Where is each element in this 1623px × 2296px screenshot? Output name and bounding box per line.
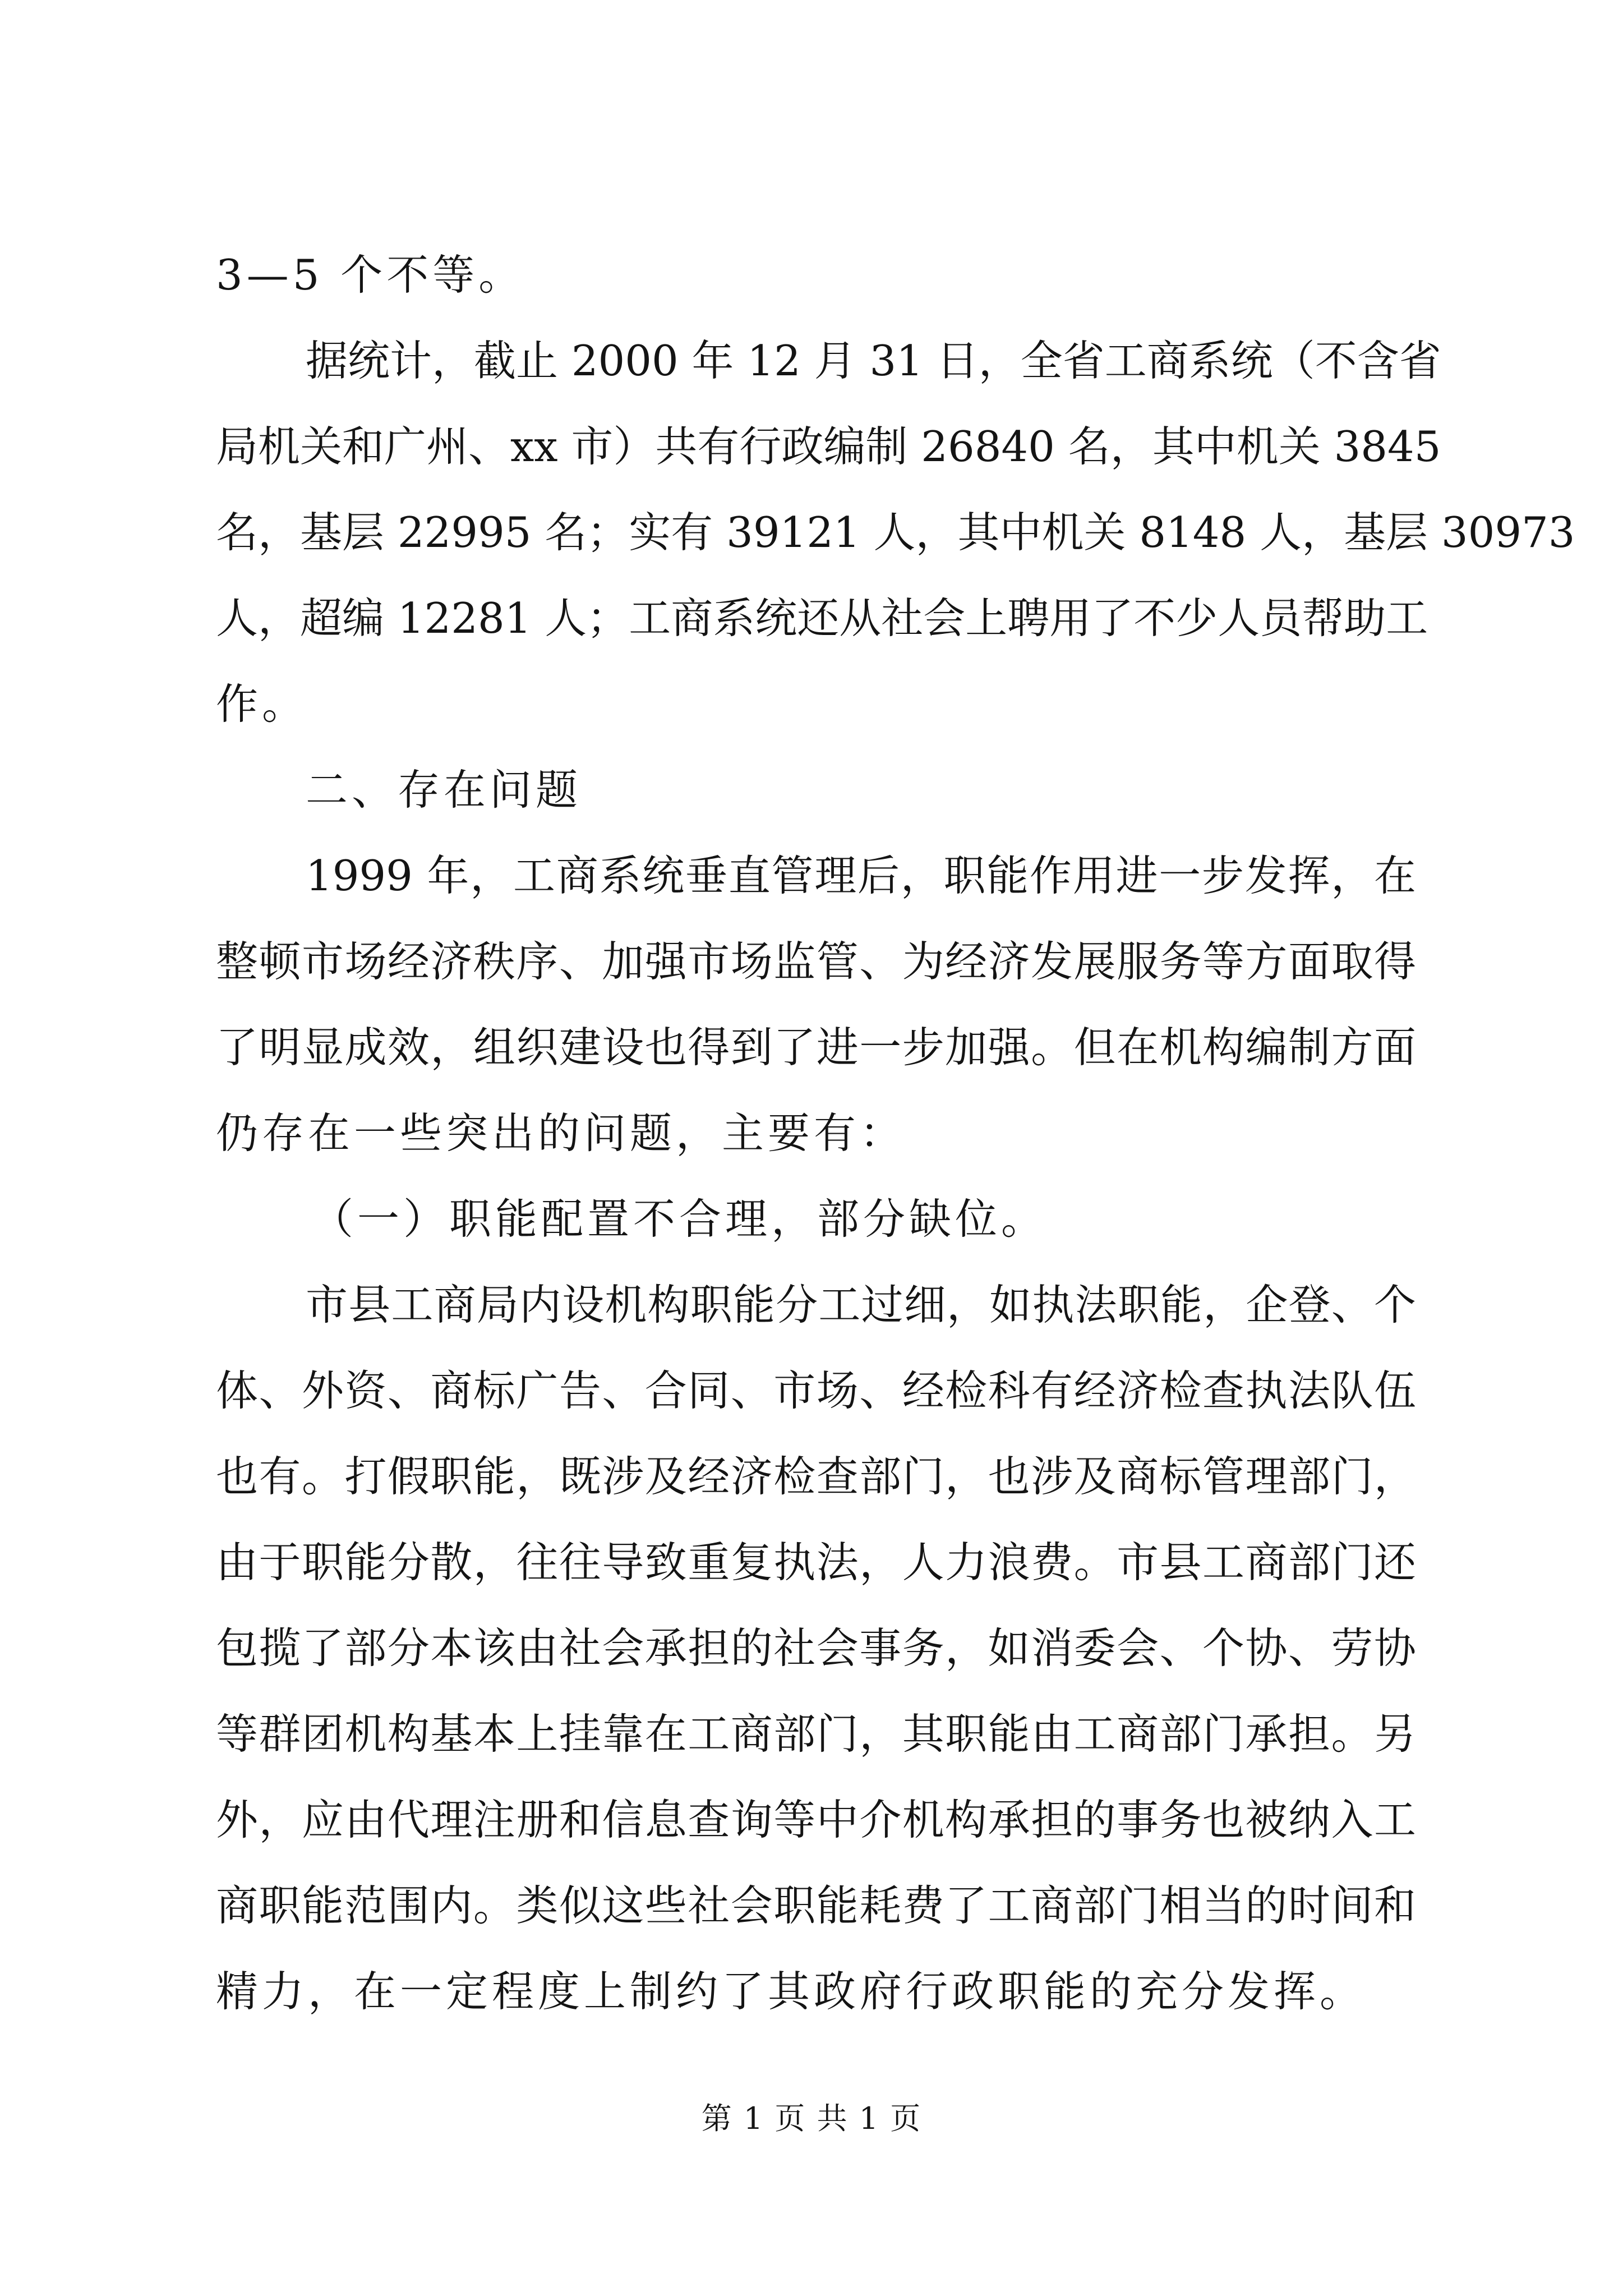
text-line: 体、外资、商标广告、合同、市场、经检科有经济检查执法队伍	[216, 1366, 1416, 1415]
text-line: 仍存在一些突出的问题，主要有：	[216, 1108, 906, 1158]
text-line: 商职能范围内。类似这些社会职能耗费了工商部门相当的时间和	[216, 1881, 1416, 1930]
text-line: 外，应由代理注册和信息查询等中介机构承担的事务也被纳入工	[216, 1795, 1416, 1844]
text-line: 3—5 个不等。	[216, 250, 525, 300]
section-heading: 二、存在问题	[306, 765, 582, 815]
text-line: 也有。打假职能，既涉及经济检查部门，也涉及商标管理部门，	[216, 1452, 1416, 1501]
text-line: 等群团机构基本上挂靠在工商部门，其职能由工商部门承担。另	[216, 1709, 1416, 1759]
text-line: 了明显成效，组织建设也得到了进一步加强。但在机构编制方面	[216, 1023, 1416, 1072]
text-line: 1999 年，工商系统垂直管理后，职能作用进一步发挥，在	[306, 851, 1416, 900]
text-line: 由于职能分散，往往导致重复执法，人力浪费。市县工商部门还	[216, 1538, 1416, 1587]
text-line: 名，基层 22995 名；实有 39121 人，其中机关 8148 人，基层 30973	[216, 508, 1575, 557]
text-line: 作。	[216, 679, 308, 729]
page-footer: 第 1 页 共 1 页	[701, 2101, 922, 2136]
text-line: 包揽了部分本该由社会承担的社会事务，如消委会、个协、劳协	[216, 1623, 1416, 1673]
text-line: 人，超编 12281 人；工商系统还从社会上聘用了不少人员帮助工	[216, 593, 1428, 643]
subsection-heading: （一）职能配置不合理，部分缺位。	[311, 1194, 1048, 1244]
text-line: 精力，在一定程度上制约了其政府行政职能的充分发挥。	[216, 1967, 1366, 2016]
text-line: 局机关和广州、xx 市）共有行政编制 26840 名，其中机关 3845	[216, 422, 1441, 471]
text-line: 市县工商局内设机构职能分工过细，如执法职能，企登、个	[306, 1280, 1416, 1329]
text-line: 整顿市场经济秩序、加强市场监管、为经济发展服务等方面取得	[216, 937, 1416, 986]
text-line: 据统计，截止 2000 年 12 月 31 日，全省工商系统（不含省	[306, 336, 1441, 385]
